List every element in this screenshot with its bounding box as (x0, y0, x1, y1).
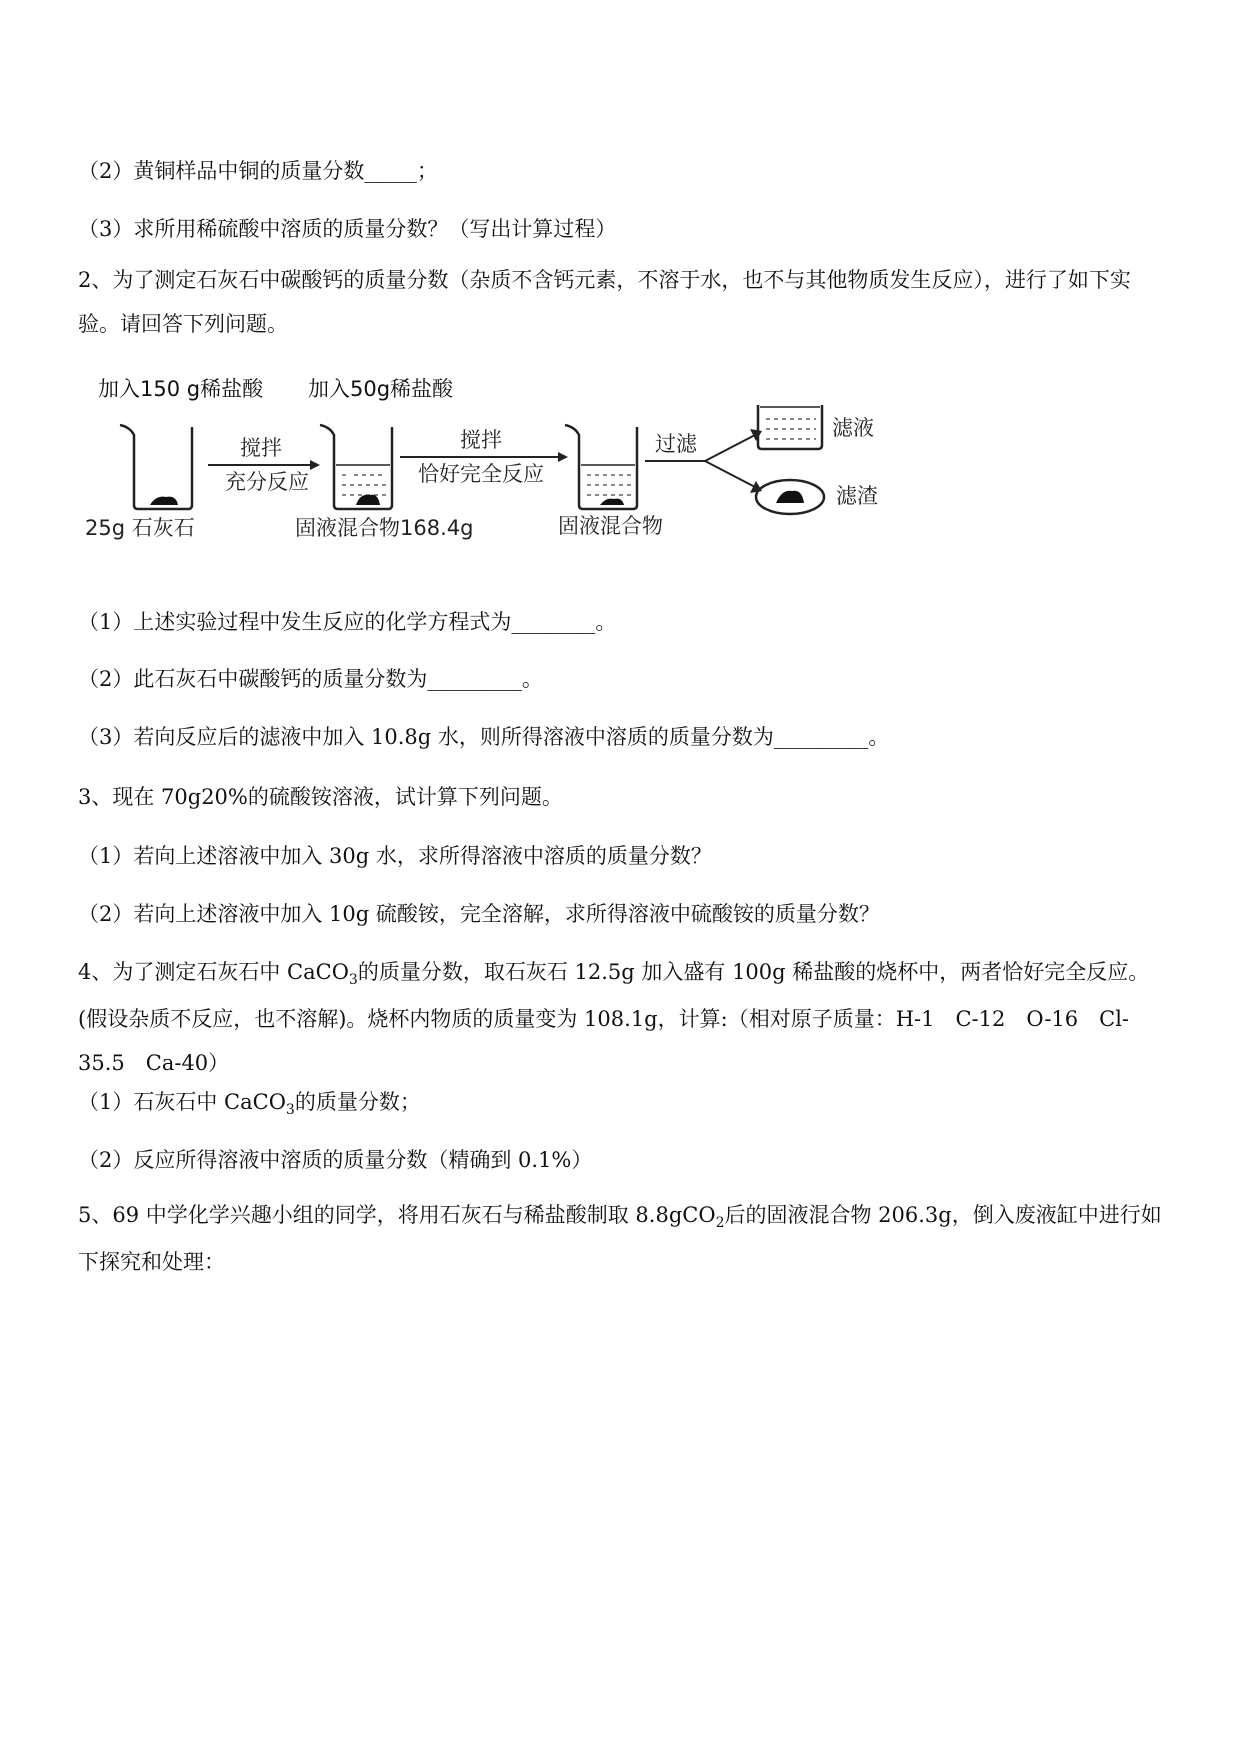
label-start-limestone: 25g 石灰石 (85, 516, 195, 540)
q4-intro-subscript: 3 (348, 972, 358, 988)
q5-intro (78, 1193, 1168, 1284)
q2-part1: （1）上述实验过程中发生反应的化学方程式为________。 (78, 610, 617, 634)
arrow-stir-2 (400, 452, 568, 462)
label-react-1: 充分反应 (225, 470, 309, 494)
q4-part1-b: 的质量分数； (294, 1090, 421, 1114)
q5-intro-a: 5、69 中学化学兴趣小组的同学，将用石灰石与稀盐酸制取 8.8gCO (78, 1203, 716, 1227)
q5-intro-b: 后的固液混合物 206.3g，倒入废液缸中进行如下探究和处理： (78, 1203, 1162, 1274)
label-residue: 滤渣 (836, 484, 878, 508)
q1-part2: （2）黄铜样品中铜的质量分数_____； (78, 159, 438, 183)
label-stir-2: 搅拌 (460, 428, 502, 452)
q4-part1 (78, 1083, 1168, 1124)
q2-intro: 2、为了测定石灰石中碳酸钙的质量分数（杂质不含钙元素，不溶于水，也不与其他物质发生反应），进行了如下实验。请回答下列问题。 (78, 268, 1131, 336)
label-mixture-168g: 固液混合物168.4g (295, 516, 474, 540)
beaker-filtrate (748, 405, 822, 449)
residue-dish (756, 480, 824, 514)
q4-intro-a: 4、为了测定石灰石中 CaCO (78, 960, 349, 984)
label-stir-1: 搅拌 (240, 436, 282, 460)
q2-part3: （3）若向反应后的滤液中加入 10.8g 水，则所得溶液中溶质的质量分数为_________。 (78, 725, 890, 749)
q1-part3: （3）求所用稀硫酸中溶质的质量分数？（写出计算过程） (78, 217, 617, 241)
arrow-stir-1 (208, 460, 320, 470)
label-filter: 过滤 (655, 432, 697, 456)
q4-intro (78, 950, 1168, 1085)
q4-part2: （2）反应所得溶液中溶质的质量分数（精确到 0.1%） (78, 1148, 593, 1172)
q4-part1-subscript: 3 (285, 1102, 295, 1118)
q2-part2: （2）此石灰石中碳酸钙的质量分数为_________。 (78, 667, 543, 691)
q5-intro-subscript: 2 (715, 1215, 725, 1231)
q4-intro-b: 的质量分数，取石灰石 12.5g 加入盛有 100g 稀盐酸的烧杯中，两者恰好完全反应。(假设杂质不反应，也不溶解)。烧杯内物质的质量变为 108.1g，计算:（相对原子质量：H-1 C-12 O-16 Cl-35.5 Ca-40） (78, 960, 1150, 1075)
q4-part1-a: （1）石灰石中 CaCO (78, 1090, 286, 1114)
beaker-limestone (120, 425, 192, 509)
beaker-mixture-2 (565, 425, 637, 509)
beaker-mixture-1 (320, 425, 392, 509)
label-add-50g: 加入50g稀盐酸 (308, 377, 454, 401)
label-react-2: 恰好完全反应 (418, 462, 544, 486)
label-filtrate: 滤液 (832, 416, 874, 440)
experiment-diagram-svg (80, 405, 1020, 620)
label-mixture: 固液混合物 (558, 514, 663, 538)
q3-part2: （2）若向上述溶液中加入 10g 硫酸铵，完全溶解，求所得溶液中硫酸铵的质量分数？ (78, 902, 880, 926)
experiment-diagram (80, 405, 1020, 620)
q3-intro: 3、现在 70g20%的硫酸铵溶液，试计算下列问题。 (78, 785, 563, 809)
q3-part1: （1）若向上述溶液中加入 30g 水，求所得溶液中溶质的质量分数？ (78, 844, 712, 868)
label-add-150g-html: 加入150 g稀盐酸 (98, 377, 264, 401)
